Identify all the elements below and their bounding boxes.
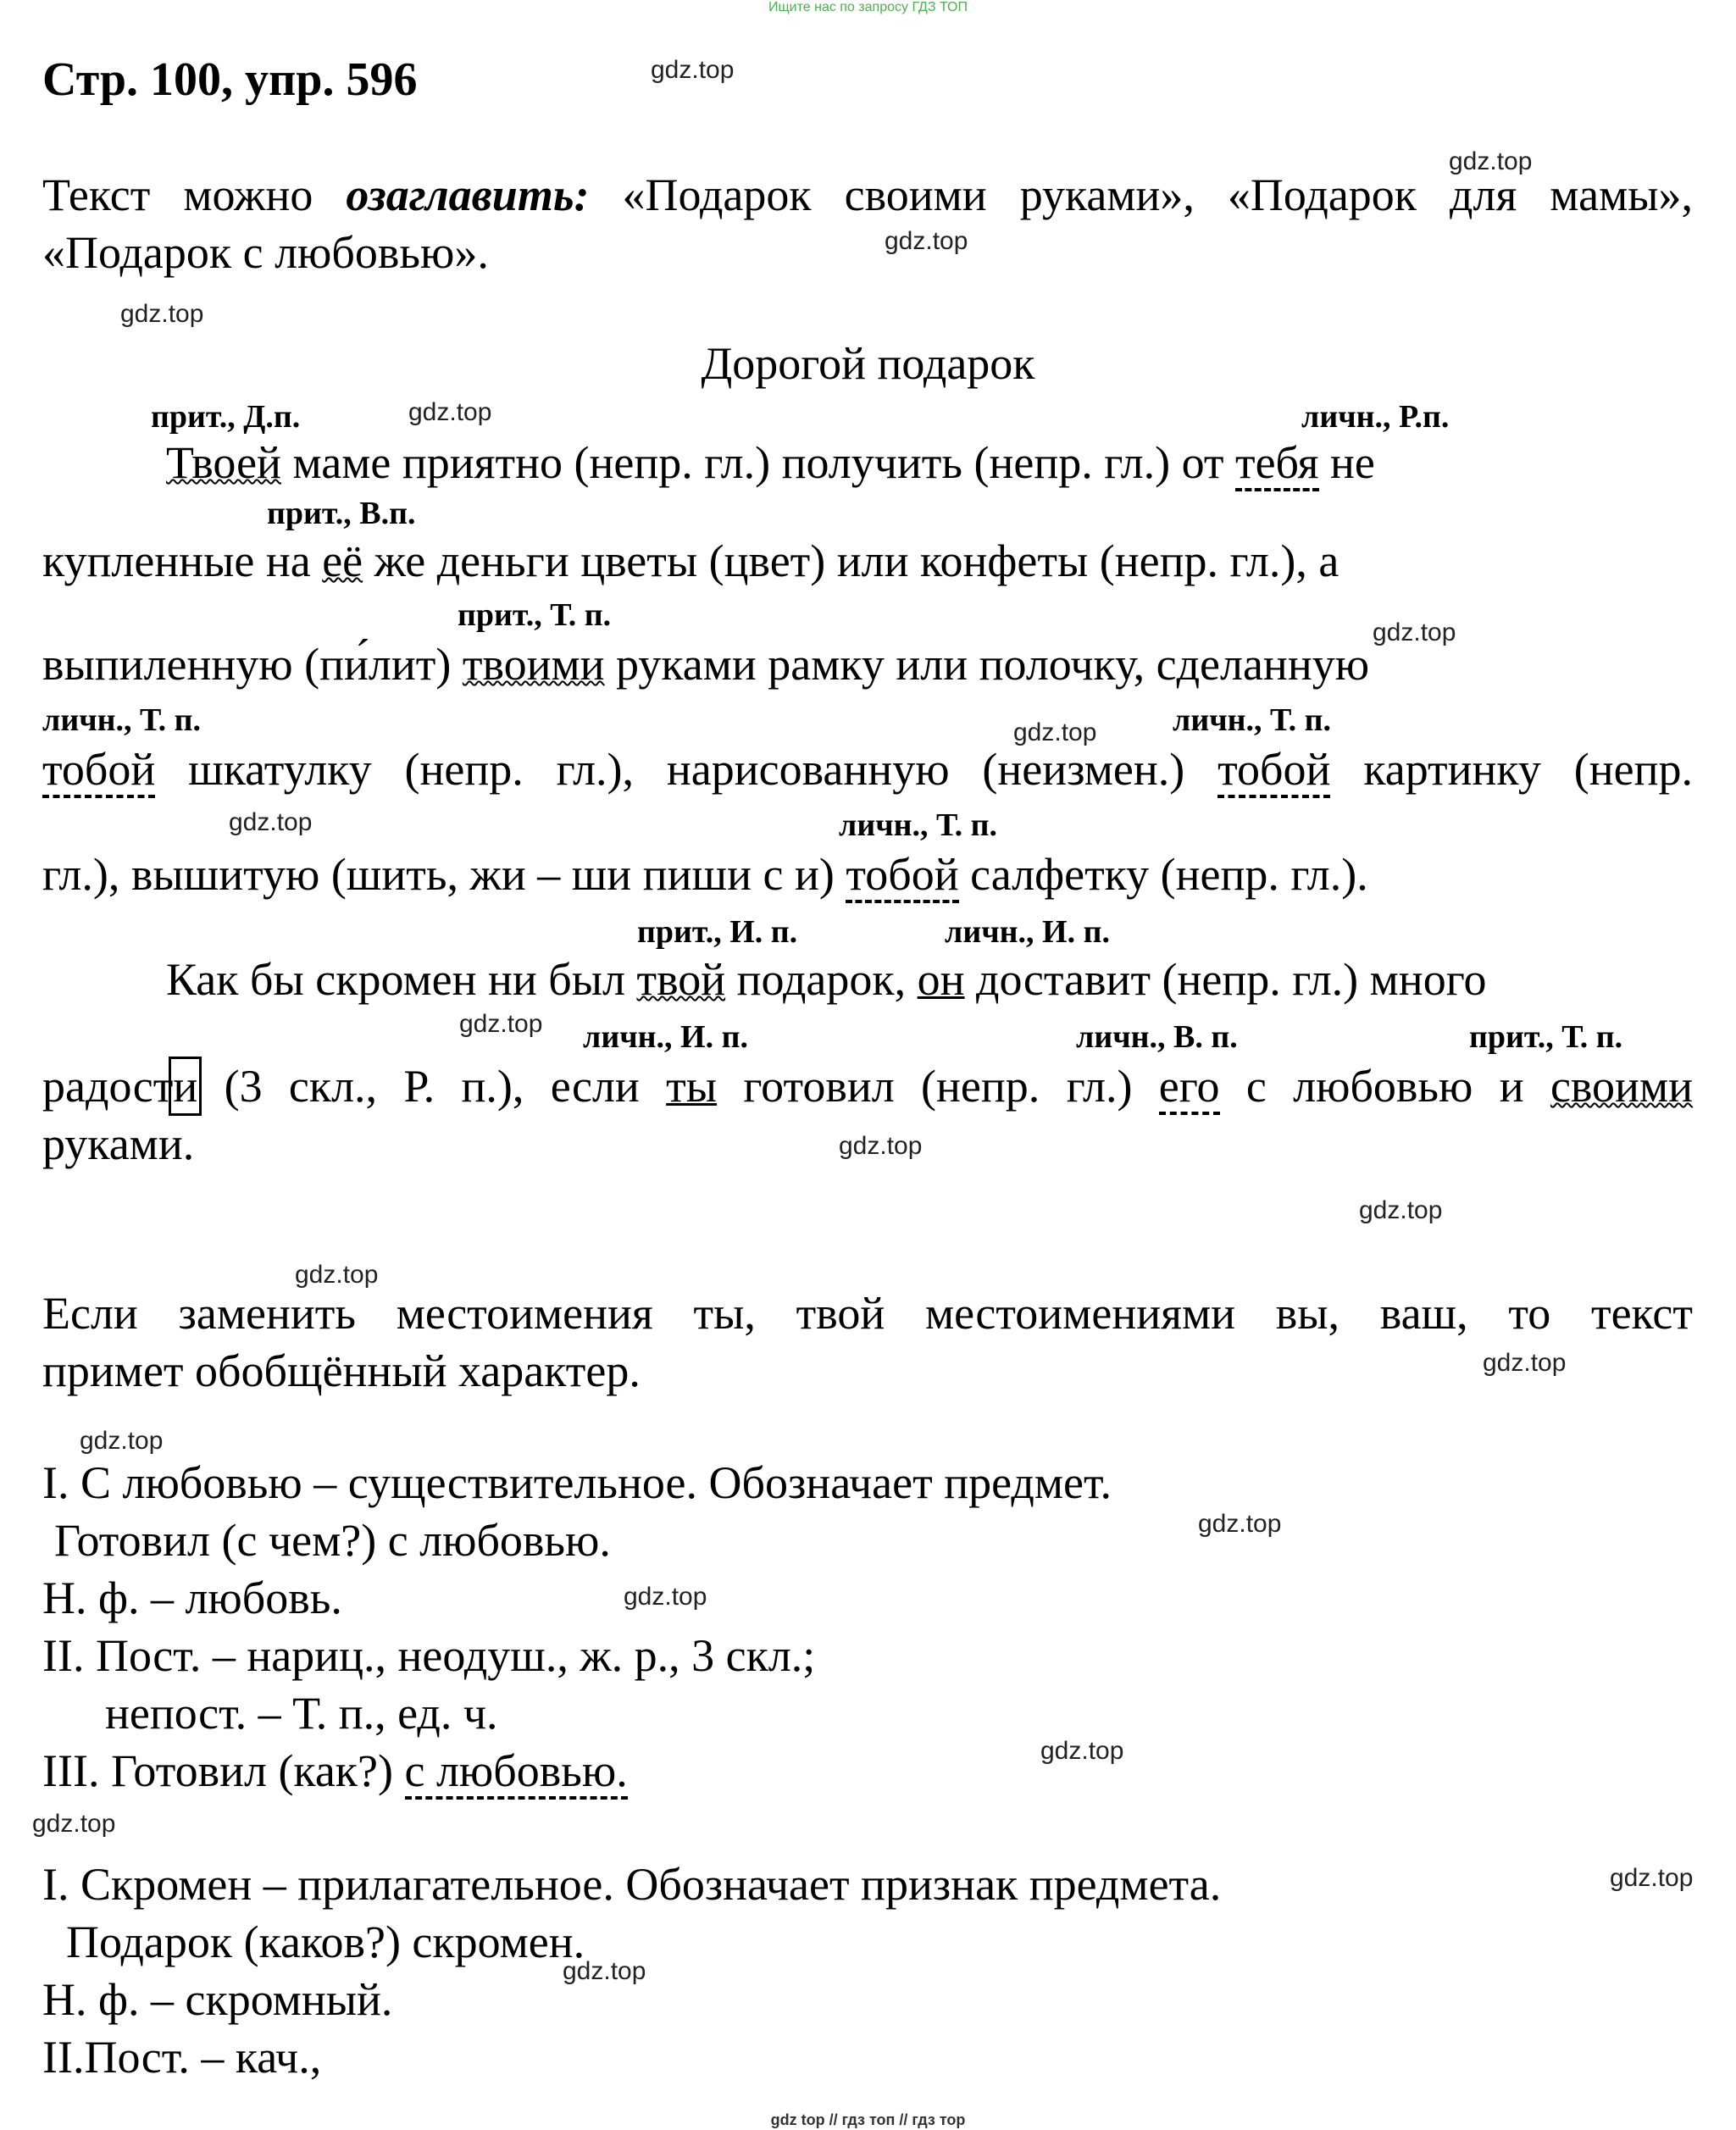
header-note: Ищите нас по запросу ГДЗ ТОП xyxy=(768,0,968,14)
watermark: gdz.top xyxy=(1013,718,1097,746)
text-span: подарок, xyxy=(736,954,907,1005)
text-span: салфетку (непр. гл.). xyxy=(970,849,1368,900)
watermark: gdz.top xyxy=(32,1810,116,1838)
text-span: гл.), вышитую (шить, жи – ши пиши с и) xyxy=(42,849,835,900)
watermark: gdz.top xyxy=(1449,147,1533,175)
text-span: руками рамку или полочку, сделанную xyxy=(616,639,1370,690)
text-span: III. Готовил (как?) xyxy=(42,1745,393,1796)
annotation: личн., Р.п. xyxy=(1301,399,1450,435)
watermark: gdz.top xyxy=(1040,1737,1124,1765)
text-line xyxy=(42,534,1339,588)
watermark: gdz.top xyxy=(1610,1864,1694,1892)
watermark: gdz.top xyxy=(651,56,735,84)
watermark: gdz.top xyxy=(295,1261,379,1289)
title-options-line-2: «Подарок с любовью». xyxy=(42,227,489,278)
text-span: выпиленную (пи́лит) xyxy=(42,639,452,690)
pronoun-personal: тебя xyxy=(1235,437,1319,491)
pronoun-personal: тобой xyxy=(42,744,155,798)
footer-note: gdz top // гдз топ // гдз тор xyxy=(770,2111,966,2128)
watermark: gdz.top xyxy=(229,808,313,836)
adverbial-underline: с любовью. xyxy=(405,1745,628,1800)
parse-line: I. Скромен – прилагательное. Обозначает признак предмета. xyxy=(42,1859,1222,1910)
parse-line xyxy=(42,1744,628,1798)
text-span xyxy=(42,1061,197,1112)
watermark: gdz.top xyxy=(839,1132,923,1160)
parse-line: Н. ф. – скромный. xyxy=(42,1974,393,2025)
text-line xyxy=(166,435,1375,490)
watermark: gdz.top xyxy=(459,1010,543,1038)
text-title: Дорогой подарок xyxy=(701,338,1035,389)
watermark: gdz.top xyxy=(408,398,492,426)
text-span: готовил (непр. гл.) xyxy=(743,1061,1133,1112)
watermark: gdz.top xyxy=(563,1957,646,1985)
annotation: личн., Т. п. xyxy=(1173,702,1331,738)
text-line xyxy=(42,742,1693,796)
annotation: прит., Т. п. xyxy=(1469,1019,1623,1055)
annotation: личн., И. п. xyxy=(945,914,1110,950)
watermark: gdz.top xyxy=(1373,618,1456,646)
watermark: gdz.top xyxy=(80,1427,164,1455)
replace-note-line-2: примет обобщённый характер. xyxy=(42,1345,641,1396)
text-span: доставит (непр. гл.) много xyxy=(976,954,1487,1005)
parse-line: II.Пост. – кач., xyxy=(42,2032,322,2083)
pronoun-personal: его xyxy=(1159,1061,1220,1115)
text-span: купленные на xyxy=(42,535,311,586)
title-rest: «Подарок своими руками», «Подарок для мамы», xyxy=(622,169,1694,220)
text-span: (3 скл., Р. п.), если xyxy=(224,1061,640,1112)
page-heading: Стр. 100, упр. 596 xyxy=(42,53,418,106)
pronoun-possessive: твой xyxy=(636,954,726,1005)
annotation: личн., Т. п. xyxy=(839,807,997,843)
text-line xyxy=(42,637,1369,691)
text-span: маме приятно (непр. гл.) получить (непр. гл.) от xyxy=(292,437,1224,488)
annotation: прит., И. п. xyxy=(637,914,798,950)
text-span: шкатулку (непр. гл.), нарисованную (неизмен.) xyxy=(188,744,1185,795)
annotation: прит., В.п. xyxy=(267,496,416,531)
pronoun-personal: тобой xyxy=(1217,744,1330,798)
text-span: не xyxy=(1330,437,1375,488)
title-prefix: Текст можно xyxy=(42,169,313,220)
pronoun-possessive: своими xyxy=(1550,1061,1694,1112)
annotation: прит., Т. п. xyxy=(458,597,612,633)
title-keyword: озаглавить: xyxy=(346,169,590,220)
annotation: личн., И. п. xyxy=(583,1019,748,1055)
annotation: личн., Т. п. xyxy=(42,702,201,738)
pronoun-personal: тобой xyxy=(846,849,958,903)
parse-line: I. С любовью – существительное. Обозначает предмет. xyxy=(42,1457,1112,1508)
replace-note-line-1: Если заменить местоимения ты, твой местоимениями вы, ваш, то текст xyxy=(42,1288,1693,1339)
text-line xyxy=(42,847,1368,901)
watermark: gdz.top xyxy=(1359,1196,1443,1224)
parse-line: II. Пост. – нариц., неодуш., ж. р., 3 скл.; xyxy=(42,1630,816,1681)
text-span: картинку (непр. xyxy=(1363,744,1693,795)
text-line: руками. xyxy=(42,1118,195,1169)
title-options-line-1 xyxy=(42,168,1693,222)
word-ending: и xyxy=(173,1061,198,1112)
parse-line: Готовил (с чем?) с любовью. xyxy=(54,1515,611,1566)
text-line xyxy=(42,1059,1693,1113)
watermark: gdz.top xyxy=(624,1583,707,1611)
parse-line: Н. ф. – любовь. xyxy=(42,1573,342,1623)
pronoun-possessive: твоими xyxy=(462,639,605,690)
pronoun-possessive: её xyxy=(322,535,363,586)
text-line xyxy=(166,952,1487,1007)
pronoun-personal: он xyxy=(917,954,965,1005)
watermark: gdz.top xyxy=(120,300,204,328)
text-span: Как бы скромен ни был xyxy=(166,954,625,1005)
text-span: же деньги цветы (цвет) или конфеты (непр. гл.), а xyxy=(374,535,1339,586)
pronoun-possessive: Твоей xyxy=(166,437,281,488)
annotation: прит., Д.п. xyxy=(151,399,301,435)
parse-line: непост. – Т. п., ед. ч. xyxy=(105,1688,498,1739)
watermark: gdz.top xyxy=(885,227,968,255)
text-span: с любовью и xyxy=(1245,1061,1524,1112)
watermark: gdz.top xyxy=(1483,1349,1567,1377)
word-stem: радост xyxy=(42,1061,174,1112)
parse-line: Подарок (каков?) скромен. xyxy=(66,1916,585,1967)
watermark: gdz.top xyxy=(1198,1510,1282,1538)
pronoun-personal: ты xyxy=(666,1061,718,1112)
annotation: личн., В. п. xyxy=(1076,1019,1238,1055)
